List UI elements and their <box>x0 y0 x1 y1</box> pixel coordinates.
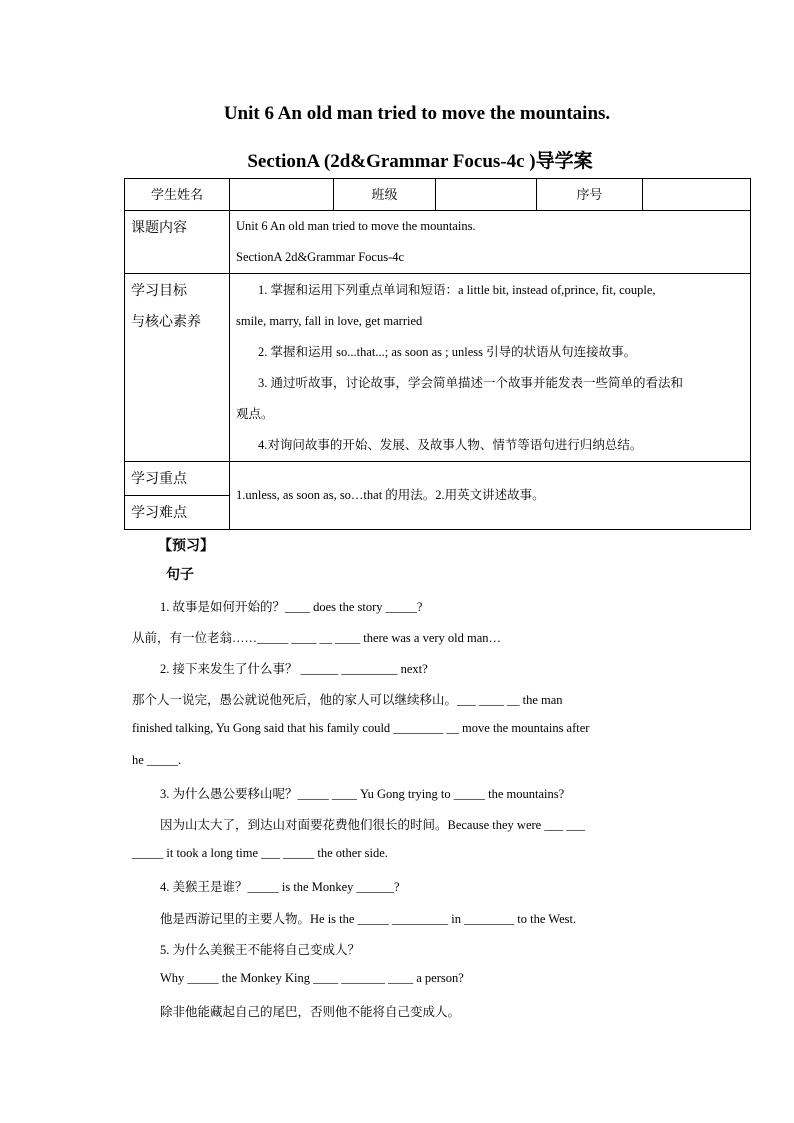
difficulties-label: 学习难点 <box>125 496 230 530</box>
topic-content <box>230 211 751 274</box>
preview-line-9: _____ it took a long time ___ _____ the other side. <box>132 846 388 860</box>
preview-line-8: 因为山太大了，到达山对面要花费他们很长的时间。Because they were ___ ___ <box>160 818 585 832</box>
goals-label-line-2: 与核心素养 <box>131 315 201 330</box>
student-name-field[interactable] <box>230 179 334 211</box>
student-info-row <box>125 179 751 211</box>
preview-line-14: 除非他能藏起自己的尾巴，否则他不能将自己变成人。 <box>160 1005 461 1019</box>
topic-line-2: SectionA 2d&Grammar Focus-4c <box>236 250 405 264</box>
goal-3-line-1: 3. 通过听故事，讨论故事，学会简单描述一个故事并能发表一些简单的看法和 <box>258 375 684 390</box>
class-field[interactable] <box>436 179 537 211</box>
student-name-label: 学生姓名 <box>125 179 230 211</box>
topic-line-1: Unit 6 An old man tried to move the mountains. <box>236 219 476 233</box>
goal-1-line-1: 1. 掌握和运用下列重点单词和短语：a little bit, instead of,prince, fit, couple, <box>258 282 656 297</box>
preview-line-4: 那个人一说完，愚公就说他死后，他的家人可以继续移山。___ ____ __ the man <box>132 693 563 707</box>
seat-number-label: 序号 <box>537 179 643 211</box>
goals-label-line-1: 学习目标 <box>131 284 187 299</box>
preview-line-1: 1. 故事是如何开始的？____ does the story _____? <box>160 600 423 614</box>
goals-row <box>125 274 751 462</box>
key-points-row <box>125 462 751 496</box>
preview-heading: 【预习】 <box>158 539 214 554</box>
seat-number-field[interactable] <box>643 179 751 211</box>
preview-line-13: Why _____ the Monkey King ____ _______ ____ a person? <box>160 971 464 985</box>
topic-row <box>125 211 751 274</box>
topic-label: 课题内容 <box>125 211 230 274</box>
preview-line-12: 5. 为什么美猴王不能将自己变成人？ <box>160 943 361 957</box>
goal-4: 4.对询问故事的开始、发展、及故事人物、情节等语句进行归纳总结。 <box>258 437 643 452</box>
preview-line-6: he _____. <box>132 753 182 767</box>
goals-label <box>125 274 230 462</box>
preview-line-7: 3. 为什么愚公要移山呢？_____ ____ Yu Gong trying to _____ the mountains? <box>160 787 565 801</box>
preview-line-3: 2. 接下来发生了什么事？ ______ _________ next? <box>160 662 428 676</box>
preview-line-5: finished talking, Yu Gong said that his family could ________ __ move the mountains after <box>132 721 590 735</box>
class-label: 班级 <box>334 179 436 211</box>
sentences-subheading: 句子 <box>166 568 194 583</box>
goal-2: 2. 掌握和运用 so...that...; as soon as ; unless 引导的状语从句连接故事。 <box>258 344 637 359</box>
preview-line-2: 从前，有一位老翁……_____ ____ __ ____ there was a very old man… <box>132 631 502 645</box>
goal-1-line-2: smile, marry, fall in love, get married <box>236 313 423 328</box>
goals-content <box>230 274 751 462</box>
key-points-label: 学习重点 <box>125 462 230 496</box>
goal-3-line-2: 观点。 <box>236 406 274 421</box>
document-title: Unit 6 An old man tried to move the mountains. <box>223 103 611 124</box>
preview-line-11: 他是西游记里的主要人物。He is the _____ _________ in ________ to the West. <box>160 912 577 926</box>
info-table <box>124 178 751 530</box>
document-subtitle: SectionA (2d&Grammar Focus-4c )导学案 <box>247 151 593 172</box>
key-points-content: 1.unless, as soon as, so…that 的用法。2.用英文讲述故事。 <box>230 462 751 530</box>
preview-line-10: 4. 美猴王是谁？_____ is the Monkey ______? <box>160 880 400 894</box>
